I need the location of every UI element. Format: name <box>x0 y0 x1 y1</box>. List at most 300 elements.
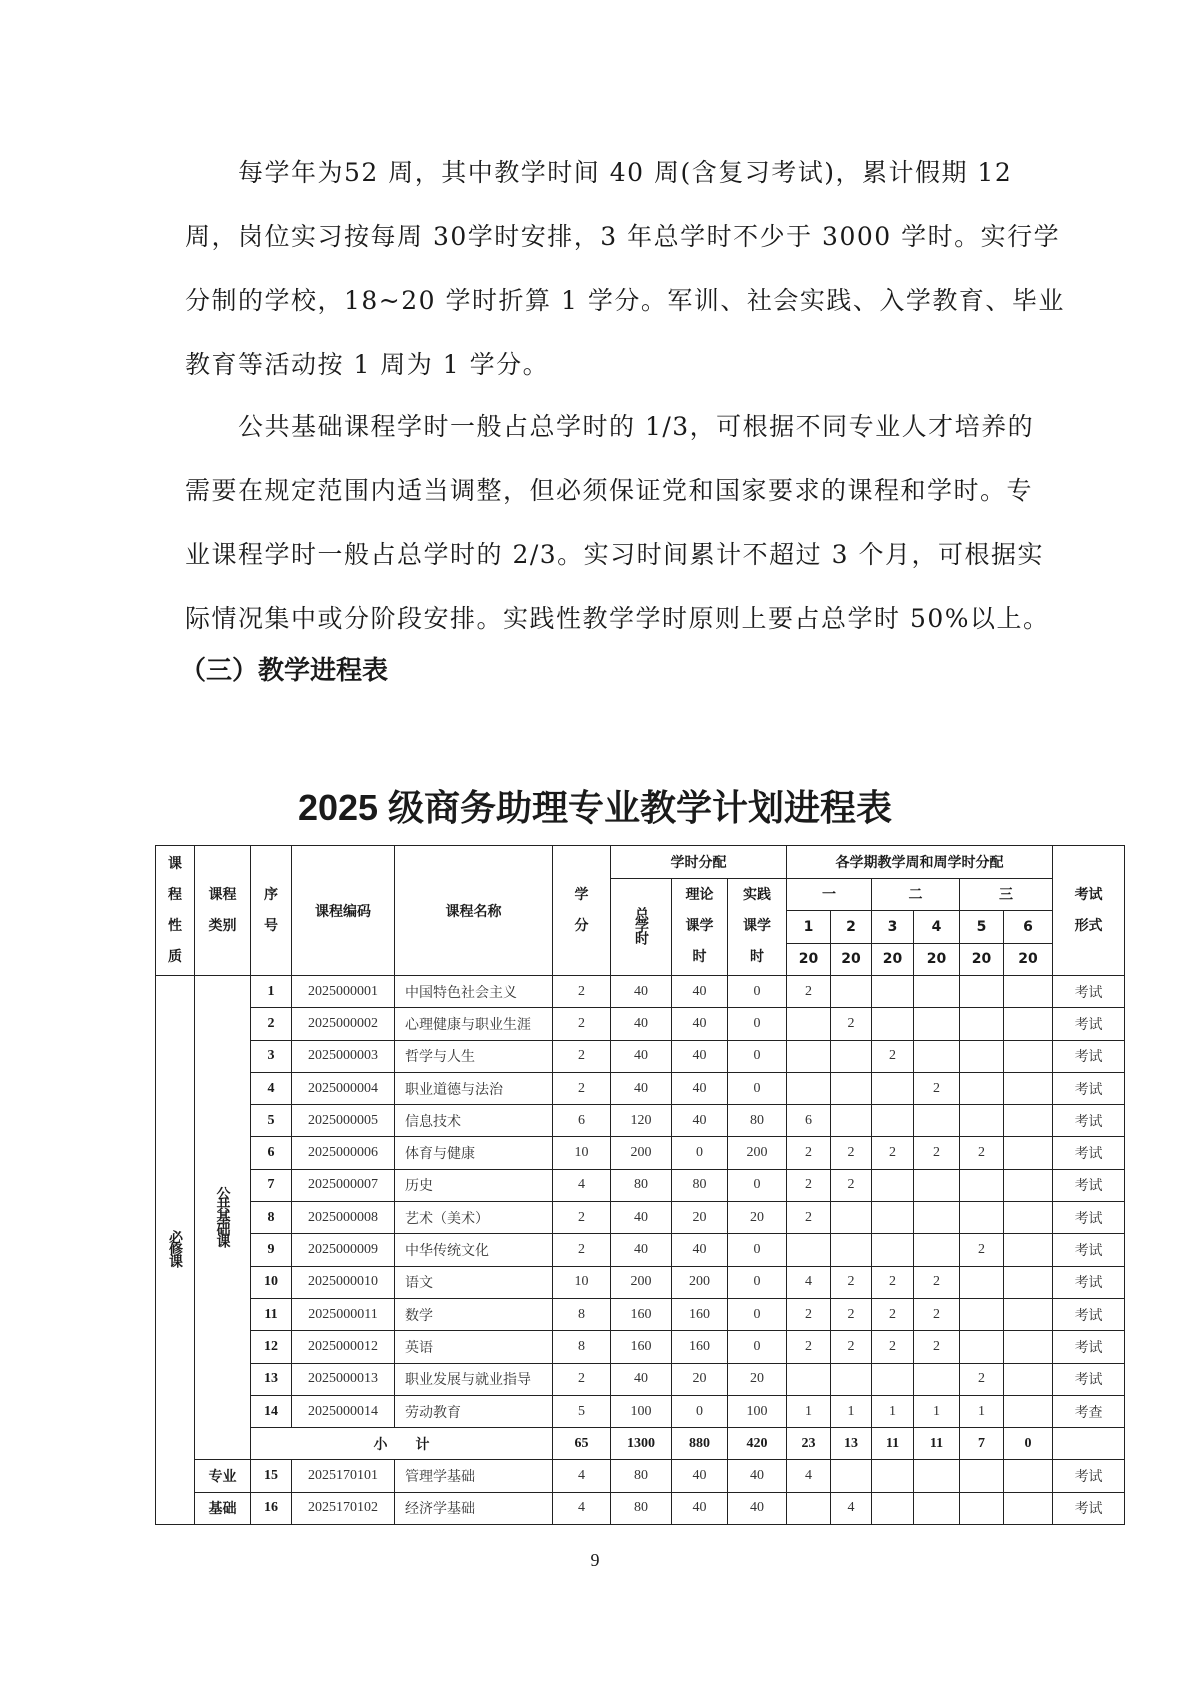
cell-semester-hours: 2 <box>872 1331 914 1363</box>
cell-semester-hours <box>1004 1169 1053 1201</box>
cell-semester-hours <box>831 1234 872 1266</box>
header-semester-group: 各学期教学周和周学时分配 <box>787 846 1053 879</box>
cell-semester-hours <box>960 1072 1004 1104</box>
cell-seq: 1 <box>251 976 292 1008</box>
cell-seq: 12 <box>251 1331 292 1363</box>
cell-practice-hours: 0 <box>728 1266 787 1298</box>
table-row <box>156 1137 1125 1169</box>
subtotal-label: 小 计 <box>251 1428 553 1460</box>
header-exam <box>1053 846 1125 976</box>
header-text: 实践 <box>743 887 771 904</box>
cell-semester-hours: 2 <box>831 1266 872 1298</box>
cell-semester-hours: 4 <box>787 1460 831 1492</box>
paragraph-line: 际情况集中或分阶段安排。实践性教学学时原则上要占总学时 50%以上。 <box>185 604 1050 633</box>
table-row <box>156 1492 1125 1524</box>
cell-semester-hours <box>914 1202 960 1234</box>
cell-course-name: 体育与健康 <box>395 1137 553 1169</box>
cell-semester-hours <box>872 1072 914 1104</box>
cell-theory-hours: 160 <box>672 1331 728 1363</box>
header-semester: 1 <box>787 911 831 944</box>
cell-semester-hours <box>872 1460 914 1492</box>
cell-total-hours: 40 <box>611 1072 672 1104</box>
subtotal-semester-hours: 13 <box>831 1428 872 1460</box>
subtotal-semester-hours: 11 <box>872 1428 914 1460</box>
section-heading: （三）教学进程表 <box>180 656 389 686</box>
cell-course-code: 2025000011 <box>292 1298 395 1330</box>
cell-total-hours: 40 <box>611 1040 672 1072</box>
header-text: 学 <box>574 886 589 903</box>
cell-total-hours: 100 <box>611 1395 672 1427</box>
cell-semester-hours <box>914 1105 960 1137</box>
table-row <box>156 1298 1125 1330</box>
cell-course-code: 2025000001 <box>292 976 395 1008</box>
cell-practice-hours: 0 <box>728 1298 787 1330</box>
cell-course-name: 语文 <box>395 1266 553 1298</box>
cell-semester-hours <box>787 1234 831 1266</box>
header-text: 分 <box>574 917 589 934</box>
cell-seq: 10 <box>251 1266 292 1298</box>
cell-practice-hours: 40 <box>728 1460 787 1492</box>
header-nature <box>156 846 195 976</box>
header-text: 总学时 <box>633 906 649 943</box>
cell-course-name: 艺术（美术） <box>395 1202 553 1234</box>
header-text: 课程 <box>208 886 237 903</box>
header-semester: 4 <box>914 911 960 944</box>
cell-theory-hours: 40 <box>672 1234 728 1266</box>
header-semester: 5 <box>960 911 1004 944</box>
cell-theory-hours: 0 <box>672 1395 728 1427</box>
cell-semester-hours <box>1004 1266 1053 1298</box>
paragraph-line: 分制的学校，18~20 学时折算 1 学分。军训、社会实践、入学教育、毕业 <box>185 286 1065 315</box>
table-row <box>156 1266 1125 1298</box>
cell-semester-hours: 1 <box>831 1395 872 1427</box>
cell-semester-hours <box>1004 976 1053 1008</box>
subtotal-theory-hours: 880 <box>672 1428 728 1460</box>
cell-practice-hours: 200 <box>728 1137 787 1169</box>
cell-theory-hours: 40 <box>672 1492 728 1524</box>
cell-semester-hours: 2 <box>872 1266 914 1298</box>
cell-course-name: 劳动教育 <box>395 1395 553 1427</box>
cell-practice-hours: 100 <box>728 1395 787 1427</box>
table-row <box>156 1072 1125 1104</box>
cell-semester-hours: 4 <box>831 1492 872 1524</box>
cell-semester-hours <box>914 1008 960 1040</box>
cell-semester-hours: 1 <box>872 1395 914 1427</box>
cell-credit: 2 <box>553 976 611 1008</box>
table-row <box>156 1234 1125 1266</box>
cell-theory-hours: 40 <box>672 1105 728 1137</box>
cell-theory-hours: 20 <box>672 1202 728 1234</box>
cell-semester-hours <box>831 1072 872 1104</box>
header-text: 课学 <box>743 918 771 935</box>
cell-theory-hours: 40 <box>672 1040 728 1072</box>
cell-semester-hours: 2 <box>914 1266 960 1298</box>
cell-semester-hours <box>872 1008 914 1040</box>
header-text: 课 <box>168 855 182 872</box>
cell-practice-hours: 40 <box>728 1492 787 1524</box>
teaching-plan-table <box>155 845 1125 1525</box>
cell-course-category-major: 基础 <box>195 1492 251 1524</box>
paragraph-line: 需要在规定范围内适当调整，但必须保证党和国家要求的课程和学时。专 <box>185 476 1034 505</box>
paragraph-line: 周，岗位实习按每周 30学时安排，3 年总学时不少于 3000 学时。实行学 <box>185 222 1061 251</box>
cell-semester-hours <box>872 1202 914 1234</box>
cell-semester-hours <box>872 1234 914 1266</box>
header-theory <box>672 878 728 976</box>
cell-semester-hours <box>831 1105 872 1137</box>
cell-seq: 2 <box>251 1008 292 1040</box>
cell-semester-hours <box>960 1331 1004 1363</box>
cell-semester-hours <box>1004 1202 1053 1234</box>
cell-exam-form: 考查 <box>1053 1395 1125 1427</box>
cell-exam-form: 考试 <box>1053 1105 1125 1137</box>
cell-semester-hours: 2 <box>872 1137 914 1169</box>
cell-semester-hours <box>831 1363 872 1395</box>
cell-total-hours: 40 <box>611 1363 672 1395</box>
cell-theory-hours: 40 <box>672 976 728 1008</box>
cell-credit: 8 <box>553 1331 611 1363</box>
subtotal-credit: 65 <box>553 1428 611 1460</box>
cell-semester-hours <box>787 1040 831 1072</box>
cell-semester-hours: 6 <box>787 1105 831 1137</box>
cell-semester-hours <box>1004 1363 1053 1395</box>
cell-practice-hours: 0 <box>728 1040 787 1072</box>
cell-semester-hours <box>1004 1234 1053 1266</box>
cell-seq: 7 <box>251 1169 292 1201</box>
header-text: 理论 <box>685 887 714 904</box>
header-semester: 3 <box>872 911 914 944</box>
cell-semester-hours <box>1004 1072 1053 1104</box>
cell-semester-hours <box>1004 1395 1053 1427</box>
cell-semester-hours <box>960 1040 1004 1072</box>
cell-semester-hours: 2 <box>787 1137 831 1169</box>
cell-semester-hours: 1 <box>960 1395 1004 1427</box>
header-year-1: 一 <box>787 878 872 911</box>
header-row <box>156 846 1125 879</box>
cell-course-name: 职业道德与法治 <box>395 1072 553 1104</box>
cell-semester-hours <box>872 976 914 1008</box>
cell-semester-hours: 2 <box>787 1298 831 1330</box>
cell-theory-hours: 40 <box>672 1008 728 1040</box>
cell-total-hours: 160 <box>611 1298 672 1330</box>
cell-semester-hours <box>787 1363 831 1395</box>
cell-seq: 5 <box>251 1105 292 1137</box>
header-weeks: 20 <box>1004 943 1053 976</box>
cell-practice-hours: 0 <box>728 1072 787 1104</box>
cell-total-hours: 40 <box>611 1202 672 1234</box>
cell-exam-form: 考试 <box>1053 1072 1125 1104</box>
cell-semester-hours <box>914 1040 960 1072</box>
cell-semester-hours <box>914 976 960 1008</box>
cell-semester-hours: 4 <box>787 1266 831 1298</box>
cell-semester-hours: 2 <box>872 1040 914 1072</box>
course-category-label: 公共基础课 <box>214 1185 231 1246</box>
cell-seq: 14 <box>251 1395 292 1427</box>
subtotal-total-hours: 1300 <box>611 1428 672 1460</box>
cell-semester-hours <box>787 1008 831 1040</box>
cell-course-name: 管理学基础 <box>395 1460 553 1492</box>
cell-exam-form: 考试 <box>1053 1492 1125 1524</box>
cell-course-category-public <box>195 976 251 1460</box>
cell-semester-hours: 2 <box>960 1234 1004 1266</box>
cell-exam-form: 考试 <box>1053 976 1125 1008</box>
cell-semester-hours: 1 <box>787 1395 831 1427</box>
cell-course-nature <box>156 976 195 1525</box>
cell-course-code: 2025000012 <box>292 1331 395 1363</box>
cell-semester-hours <box>872 1169 914 1201</box>
header-weeks: 20 <box>960 943 1004 976</box>
cell-semester-hours <box>960 1202 1004 1234</box>
cell-seq: 9 <box>251 1234 292 1266</box>
cell-semester-hours <box>960 1105 1004 1137</box>
paragraph-hours-ratio <box>185 395 1085 651</box>
cell-practice-hours: 0 <box>728 1234 787 1266</box>
cell-credit: 5 <box>553 1395 611 1427</box>
header-credit <box>553 846 611 976</box>
cell-course-name: 历史 <box>395 1169 553 1201</box>
cell-semester-hours <box>960 1492 1004 1524</box>
cell-theory-hours: 0 <box>672 1137 728 1169</box>
subtotal-row <box>156 1428 1125 1460</box>
cell-semester-hours <box>1004 1298 1053 1330</box>
course-nature-label: 必修课 <box>167 1230 183 1267</box>
cell-semester-hours: 2 <box>914 1072 960 1104</box>
header-text: 程 <box>168 886 182 903</box>
cell-theory-hours: 40 <box>672 1460 728 1492</box>
cell-total-hours: 160 <box>611 1331 672 1363</box>
cell-seq: 16 <box>251 1492 292 1524</box>
header-hours-group: 学时分配 <box>611 846 787 879</box>
cell-semester-hours <box>1004 1008 1053 1040</box>
cell-course-name: 经济学基础 <box>395 1492 553 1524</box>
cell-exam-form: 考试 <box>1053 1331 1125 1363</box>
paragraph-line: 业课程学时一般占总学时的 2/3。实习时间累计不超过 3 个月，可根据实 <box>185 540 1044 569</box>
cell-semester-hours <box>960 976 1004 1008</box>
paragraph-line: 每学年为52 周，其中教学时间 40 周(含复习考试)，累计假期 12 <box>185 158 1013 187</box>
paragraph-weeks <box>185 141 1085 397</box>
cell-semester-hours <box>1004 1105 1053 1137</box>
cell-semester-hours <box>831 976 872 1008</box>
cell-credit: 6 <box>553 1105 611 1137</box>
table-row <box>156 1460 1125 1492</box>
subtotal-semester-hours: 0 <box>1004 1428 1053 1460</box>
cell-exam-form: 考试 <box>1053 1137 1125 1169</box>
cell-exam-form: 考试 <box>1053 1266 1125 1298</box>
subtotal-practice-hours: 420 <box>728 1428 787 1460</box>
paragraph-line: 教育等活动按 1 周为 1 学分。 <box>185 350 550 379</box>
cell-seq: 6 <box>251 1137 292 1169</box>
cell-semester-hours <box>914 1363 960 1395</box>
cell-semester-hours: 2 <box>831 1169 872 1201</box>
cell-practice-hours: 0 <box>728 1169 787 1201</box>
header-text: 形式 <box>1074 917 1103 934</box>
cell-course-code: 2025000003 <box>292 1040 395 1072</box>
cell-credit: 4 <box>553 1169 611 1201</box>
cell-exam-form: 考试 <box>1053 1040 1125 1072</box>
cell-semester-hours <box>1004 1460 1053 1492</box>
header-practice <box>728 878 787 976</box>
header-weeks: 20 <box>787 943 831 976</box>
cell-course-code: 2025000014 <box>292 1395 395 1427</box>
cell-semester-hours <box>914 1492 960 1524</box>
cell-total-hours: 80 <box>611 1169 672 1201</box>
cell-total-hours: 200 <box>611 1266 672 1298</box>
cell-total-hours: 200 <box>611 1137 672 1169</box>
cell-theory-hours: 80 <box>672 1169 728 1201</box>
header-weeks: 20 <box>872 943 914 976</box>
cell-semester-hours: 2 <box>960 1137 1004 1169</box>
cell-total-hours: 40 <box>611 1234 672 1266</box>
subtotal-semester-hours: 23 <box>787 1428 831 1460</box>
cell-course-code: 2025000004 <box>292 1072 395 1104</box>
cell-practice-hours: 0 <box>728 1008 787 1040</box>
cell-course-name: 职业发展与就业指导 <box>395 1363 553 1395</box>
cell-semester-hours <box>1004 1137 1053 1169</box>
table-row <box>156 1363 1125 1395</box>
cell-semester-hours: 2 <box>914 1137 960 1169</box>
cell-semester-hours <box>831 1040 872 1072</box>
cell-semester-hours <box>960 1298 1004 1330</box>
cell-exam-form: 考试 <box>1053 1363 1125 1395</box>
cell-course-name: 信息技术 <box>395 1105 553 1137</box>
cell-theory-hours: 160 <box>672 1298 728 1330</box>
cell-course-code: 2025000009 <box>292 1234 395 1266</box>
cell-semester-hours <box>787 1492 831 1524</box>
cell-course-code: 2025170101 <box>292 1460 395 1492</box>
cell-course-name: 数学 <box>395 1298 553 1330</box>
table-row <box>156 976 1125 1008</box>
cell-semester-hours <box>787 1072 831 1104</box>
cell-practice-hours: 0 <box>728 976 787 1008</box>
header-text: 序 <box>264 886 278 903</box>
cell-exam-form: 考试 <box>1053 1169 1125 1201</box>
cell-exam-form: 考试 <box>1053 1460 1125 1492</box>
page-number: 9 <box>590 1550 600 1570</box>
cell-total-hours: 80 <box>611 1460 672 1492</box>
cell-course-code: 2025170102 <box>292 1492 395 1524</box>
cell-semester-hours <box>960 1169 1004 1201</box>
cell-semester-hours <box>960 1460 1004 1492</box>
header-text: 时 <box>750 949 764 966</box>
cell-theory-hours: 40 <box>672 1072 728 1104</box>
paragraph-line: 公共基础课程学时一般占总学时的 1/3，可根据不同专业人才培养的 <box>185 412 1035 441</box>
header-weeks: 20 <box>831 943 872 976</box>
cell-course-name: 中华传统文化 <box>395 1234 553 1266</box>
subtotal-semester-hours: 7 <box>960 1428 1004 1460</box>
subtotal-exam-empty <box>1053 1428 1125 1460</box>
cell-semester-hours <box>914 1460 960 1492</box>
cell-semester-hours: 2 <box>787 1331 831 1363</box>
table-row <box>156 1105 1125 1137</box>
cell-semester-hours: 2 <box>831 1008 872 1040</box>
cell-semester-hours <box>831 1460 872 1492</box>
header-year-2: 二 <box>872 878 960 911</box>
cell-exam-form: 考试 <box>1053 1008 1125 1040</box>
header-weeks: 20 <box>914 943 960 976</box>
cell-semester-hours: 2 <box>831 1137 872 1169</box>
cell-semester-hours: 2 <box>872 1298 914 1330</box>
cell-course-code: 2025000006 <box>292 1137 395 1169</box>
cell-practice-hours: 20 <box>728 1202 787 1234</box>
cell-seq: 11 <box>251 1298 292 1330</box>
cell-course-code: 2025000008 <box>292 1202 395 1234</box>
subtotal-semester-hours: 11 <box>914 1428 960 1460</box>
cell-course-name: 中国特色社会主义 <box>395 976 553 1008</box>
cell-seq: 4 <box>251 1072 292 1104</box>
cell-semester-hours <box>831 1202 872 1234</box>
header-total-hours <box>611 878 672 976</box>
cell-exam-form: 考试 <box>1053 1202 1125 1234</box>
cell-credit: 2 <box>553 1234 611 1266</box>
table-row <box>156 1008 1125 1040</box>
header-name: 课程名称 <box>395 846 553 976</box>
cell-credit: 2 <box>553 1363 611 1395</box>
header-category <box>195 846 251 976</box>
cell-semester-hours <box>914 1234 960 1266</box>
cell-course-code: 2025000010 <box>292 1266 395 1298</box>
table-row <box>156 1331 1125 1363</box>
cell-practice-hours: 0 <box>728 1331 787 1363</box>
cell-semester-hours: 2 <box>787 1202 831 1234</box>
cell-total-hours: 40 <box>611 976 672 1008</box>
cell-semester-hours: 2 <box>960 1363 1004 1395</box>
cell-credit: 2 <box>553 1008 611 1040</box>
cell-semester-hours <box>960 1008 1004 1040</box>
header-semester: 6 <box>1004 911 1053 944</box>
cell-course-name: 英语 <box>395 1331 553 1363</box>
cell-theory-hours: 200 <box>672 1266 728 1298</box>
cell-theory-hours: 20 <box>672 1363 728 1395</box>
header-text: 性 <box>168 917 182 934</box>
cell-course-name: 心理健康与职业生涯 <box>395 1008 553 1040</box>
cell-semester-hours <box>1004 1040 1053 1072</box>
cell-semester-hours: 2 <box>831 1331 872 1363</box>
cell-practice-hours: 20 <box>728 1363 787 1395</box>
header-text: 类别 <box>208 917 237 934</box>
header-text: 质 <box>168 948 182 965</box>
cell-credit: 4 <box>553 1460 611 1492</box>
cell-seq: 8 <box>251 1202 292 1234</box>
cell-practice-hours: 80 <box>728 1105 787 1137</box>
cell-semester-hours <box>872 1363 914 1395</box>
cell-semester-hours: 2 <box>914 1331 960 1363</box>
cell-semester-hours <box>872 1492 914 1524</box>
header-text: 时 <box>692 949 707 966</box>
cell-credit: 10 <box>553 1266 611 1298</box>
cell-course-category-major: 专业 <box>195 1460 251 1492</box>
cell-exam-form: 考试 <box>1053 1298 1125 1330</box>
cell-credit: 2 <box>553 1072 611 1104</box>
cell-semester-hours: 2 <box>787 1169 831 1201</box>
header-seq <box>251 846 292 976</box>
cell-semester-hours: 2 <box>914 1298 960 1330</box>
cell-credit: 2 <box>553 1202 611 1234</box>
cell-total-hours: 120 <box>611 1105 672 1137</box>
header-text: 课学 <box>685 918 714 935</box>
cell-semester-hours: 2 <box>831 1298 872 1330</box>
cell-exam-form: 考试 <box>1053 1234 1125 1266</box>
cell-course-name: 哲学与人生 <box>395 1040 553 1072</box>
cell-course-code: 2025000007 <box>292 1169 395 1201</box>
cell-course-code: 2025000002 <box>292 1008 395 1040</box>
header-text: 号 <box>264 917 278 934</box>
cell-semester-hours: 1 <box>914 1395 960 1427</box>
header-text: 考试 <box>1074 886 1103 903</box>
table-row <box>156 1040 1125 1072</box>
cell-semester-hours <box>1004 1331 1053 1363</box>
cell-course-code: 2025000013 <box>292 1363 395 1395</box>
header-semester: 2 <box>831 911 872 944</box>
cell-semester-hours <box>960 1266 1004 1298</box>
